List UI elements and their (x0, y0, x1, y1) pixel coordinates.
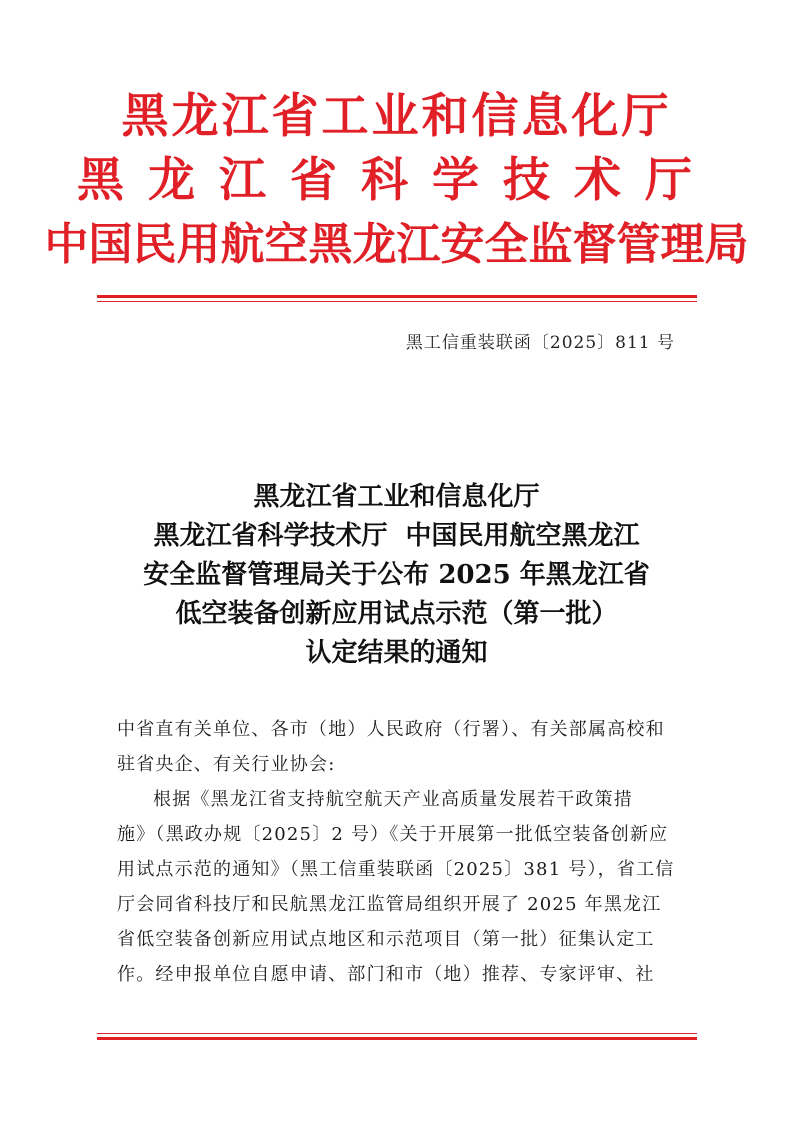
title-line: 认定结果的通知 (305, 638, 488, 668)
letterhead-issuer-1: 黑龙江省工业和信息化厅 (121, 89, 672, 144)
body-text-line: 施》（黑政办规〔2025〕2 号）《关于开展第一批低空装备创新应 (117, 824, 669, 845)
document-number: 黑工信重装联函〔2025〕811 号 (405, 333, 675, 353)
body-text-line: 用试点示范的通知》（黑工信重装联函〔2025〕381 号），省工信 (117, 859, 675, 880)
addressee-line: 驻省央企、有关行业协会: (117, 754, 336, 775)
title-line: 黑龙江省工业和信息化厅 (253, 482, 540, 512)
letterhead-issuer-3: 中国民用航空黑龙江安全监督管理局 (44, 219, 749, 270)
header-divider-thin (97, 301, 697, 302)
document-title (0, 478, 793, 673)
body-text-line: 作。经申报单位自愿申请、部门和市（地）推荐、专家评审、社 (117, 964, 655, 985)
title-line: 黑龙江省科学技术厅 中国民用航空黑龙江 (153, 521, 640, 551)
addressee-line: 中省直有关单位、各市（地）人民政府（行署）、有关部属高校和 (117, 719, 665, 740)
letterhead-issuer-2: 黑龙江省科学技术厅 (77, 153, 716, 208)
header-divider-thick (97, 295, 697, 298)
footer-divider-thin (97, 1033, 697, 1034)
document-body (117, 712, 697, 992)
body-text-line: 根据《黑龙江省支持航空航天产业高质量发展若干政策措 (153, 789, 633, 810)
body-text-line: 厅会同省科技厅和民航黑龙江监管局组织开展了 2025 年黑龙江 (117, 894, 662, 915)
footer-divider-thick (97, 1037, 697, 1040)
title-line: 低空装备创新应用试点示范（第一批） (175, 599, 618, 629)
title-line: 安全监督管理局关于公布 2025 年黑龙江省 (143, 560, 650, 590)
body-text-line: 省低空装备创新应用试点地区和示范项目（第一批）征集认定工 (117, 929, 655, 950)
